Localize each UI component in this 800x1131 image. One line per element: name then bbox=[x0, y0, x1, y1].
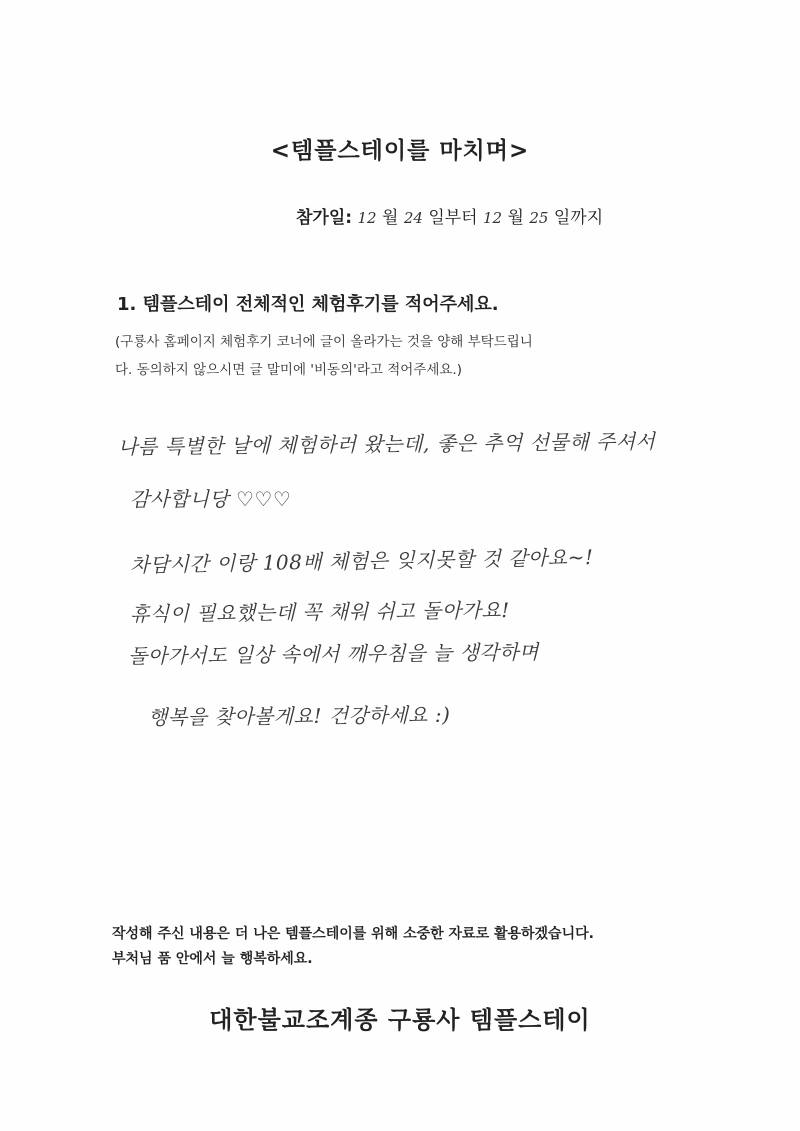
month-unit-2: 월 bbox=[507, 208, 524, 228]
footer-blessing-line: 부처님 품 안에서 늘 행복하세요. bbox=[112, 951, 313, 967]
end-month: 12 bbox=[483, 209, 503, 227]
start-month: 12 bbox=[357, 209, 377, 227]
handwritten-line-2: 감사합니당 ♡♡♡ bbox=[130, 487, 292, 511]
participation-dates bbox=[296, 203, 603, 228]
footer-thanks-line: 작성해 주신 내용은 더 나은 템플스테이를 위해 소중한 자료로 활용하겠습니다. bbox=[112, 926, 594, 942]
handwritten-line-6: 행복을 찾아볼게요! 건강하세요 :) bbox=[147, 702, 451, 730]
form-title: <템플스테이를 마치며> bbox=[270, 138, 530, 164]
from-text: 일부터 bbox=[428, 208, 478, 228]
consent-note-line-2: 다. 동의하지 않으시면 글 말미에 '비동의'라고 적어주세요.) bbox=[115, 362, 462, 378]
end-day: 25 bbox=[529, 209, 549, 227]
organization-name: 대한불교조계종 구룡사 템플스테이 bbox=[209, 1006, 591, 1034]
participation-date-label: 참가일: bbox=[296, 208, 353, 228]
question-heading: 1. 템플스테이 전체적인 체험후기를 적어주세요. bbox=[117, 294, 499, 315]
handwritten-line-3: 차담시간 이랑 108배 체험은 잊지못할 것 같아요~! bbox=[129, 544, 594, 578]
until-text: 일까지 bbox=[553, 208, 604, 228]
handwritten-line-4: 휴식이 필요했는데 꼭 채워 쉬고 돌아가요! bbox=[129, 598, 510, 626]
month-unit-1: 월 bbox=[381, 208, 399, 228]
handwritten-line-1: 나름 특별한 날에 체험하러 왔는데, 좋은 추억 선물해 주셔서 bbox=[117, 429, 656, 459]
handwritten-line-5: 돌아가서도 일상 속에서 깨우침을 늘 생각하며 bbox=[127, 639, 540, 669]
consent-note-line-1: (구룡사 홈페이지 체험후기 코너에 글이 올라가는 것을 양해 부탁드립니 bbox=[115, 334, 533, 350]
start-day: 24 bbox=[403, 209, 423, 227]
